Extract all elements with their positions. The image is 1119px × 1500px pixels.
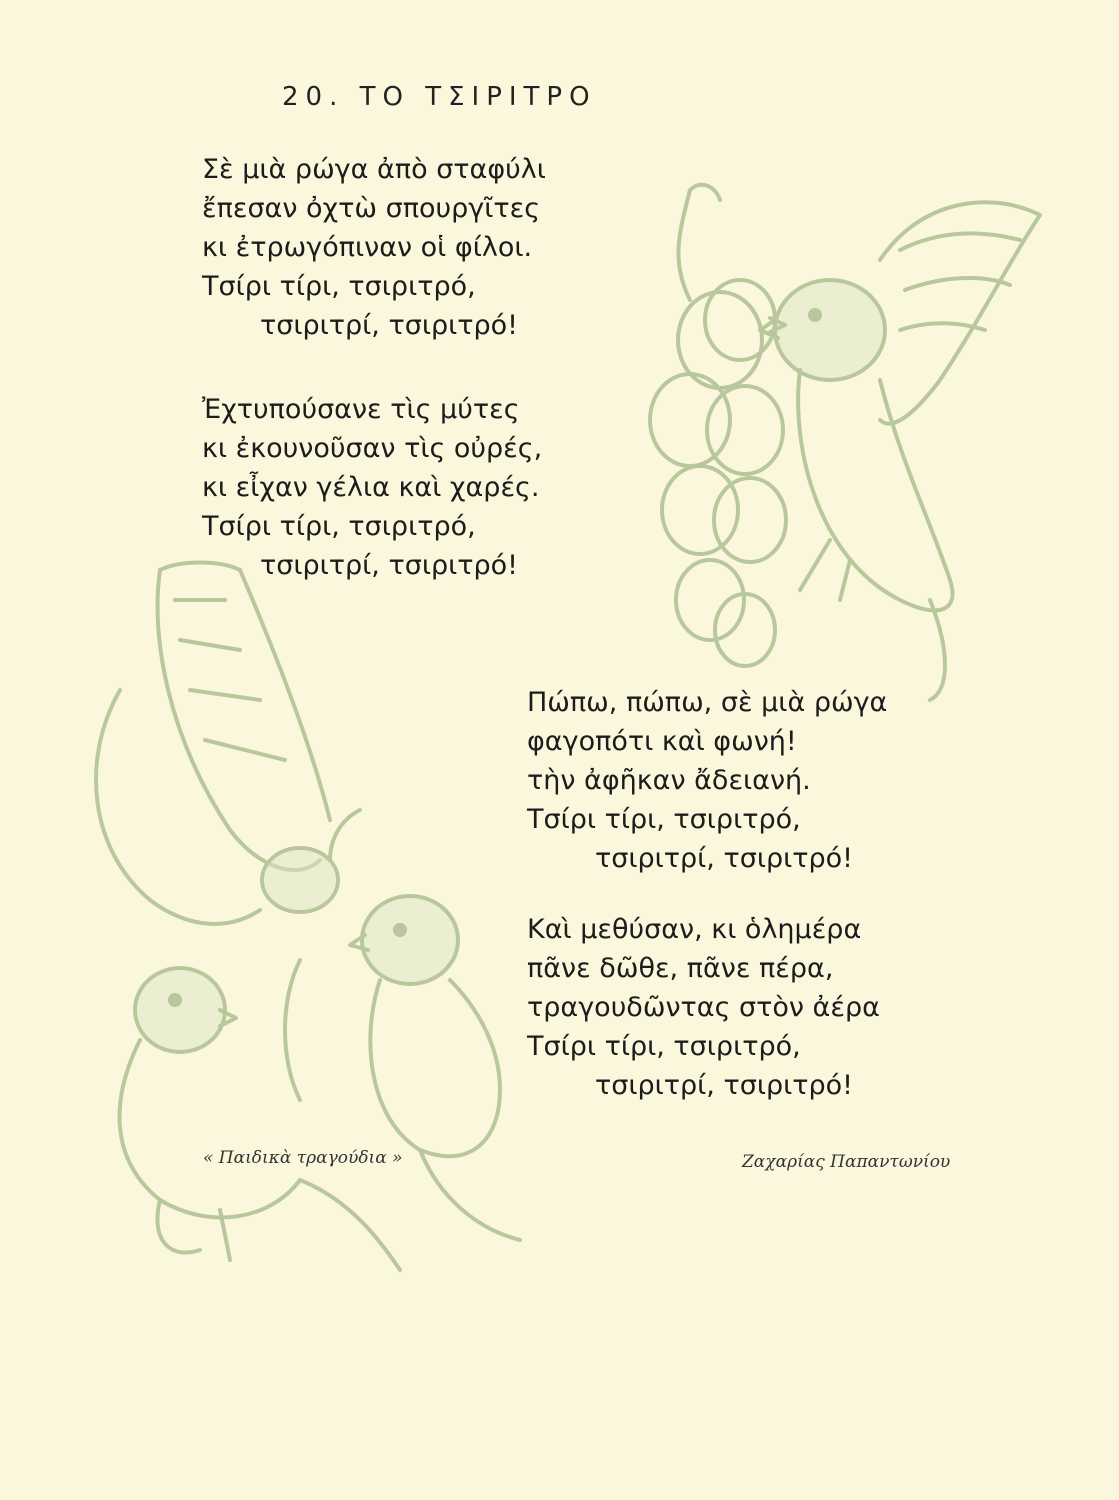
refrain-line: τσιριτρί, τσιριτρό! (595, 1070, 853, 1101)
verse-line: Ἐχτυπούσανε τὶς μύτες (202, 394, 520, 425)
verse-line: φαγοπότι καὶ φωνή! (527, 726, 797, 757)
sparrow-icon (285, 896, 520, 1240)
refrain-line: Τσίρι τίρι, τσιριτρό, (527, 1031, 801, 1062)
verse-line: κι εἶχαν γέλια καὶ χαρές. (202, 472, 540, 503)
refrain-line: τσιριτρί, τσιριτρό! (595, 843, 853, 874)
sparrow-icon (760, 202, 1040, 700)
refrain-line: Τσίρι τίρι, τσιριτρό, (202, 271, 476, 302)
stanza-1 (202, 150, 546, 345)
refrain-line: Τσίρι τίρι, τσιριτρό, (527, 804, 801, 835)
stanza-4 (527, 910, 880, 1105)
verse-line: ἔπεσαν ὀχτὼ σπουργῖτες (202, 193, 541, 224)
verse-line: τὴν ἀφῆκαν ἄδειανή. (527, 765, 811, 796)
verse-line: τραγουδῶντας στὸν ἀέρα (527, 992, 880, 1023)
verse-line: κι ἐκουνοῦσαν τὶς οὐρές, (202, 433, 543, 464)
refrain-line: Τσίρι τίρι, τσιριτρό, (202, 511, 476, 542)
stanza-2 (202, 390, 542, 585)
sparrow-icon (120, 968, 400, 1270)
verse-line: Σὲ μιὰ ρώγα ἀπὸ σταφύλι (202, 154, 546, 185)
refrain-line: τσιριτρί, τσιριτρό! (260, 310, 518, 341)
sparrow-icon (705, 280, 785, 360)
source-citation: « Παιδικὰ τραγούδια » (203, 1148, 403, 1168)
verse-line: πᾶνε δῶθε, πᾶνε πέρα, (527, 953, 834, 984)
verse-line: κι ἐτρωγόπιναν οἱ φίλοι. (202, 232, 533, 263)
sparrow-icon (96, 563, 360, 924)
stanza-3 (527, 683, 887, 878)
verse-line: Καὶ μεθύσαν, κι ὁλημέρα (527, 914, 862, 945)
verse-line: Πώπω, πώπω, σὲ μιὰ ρώγα (527, 687, 888, 718)
author-name: Ζαχαρίας Παπαντωνίου (742, 1152, 951, 1172)
grape-cluster-icon (650, 185, 786, 666)
page-title: 20. ΤΟ ΤΣΙΡΙΤΡΟ (282, 82, 597, 112)
refrain-line: τσιριτρί, τσιριτρό! (260, 550, 518, 581)
